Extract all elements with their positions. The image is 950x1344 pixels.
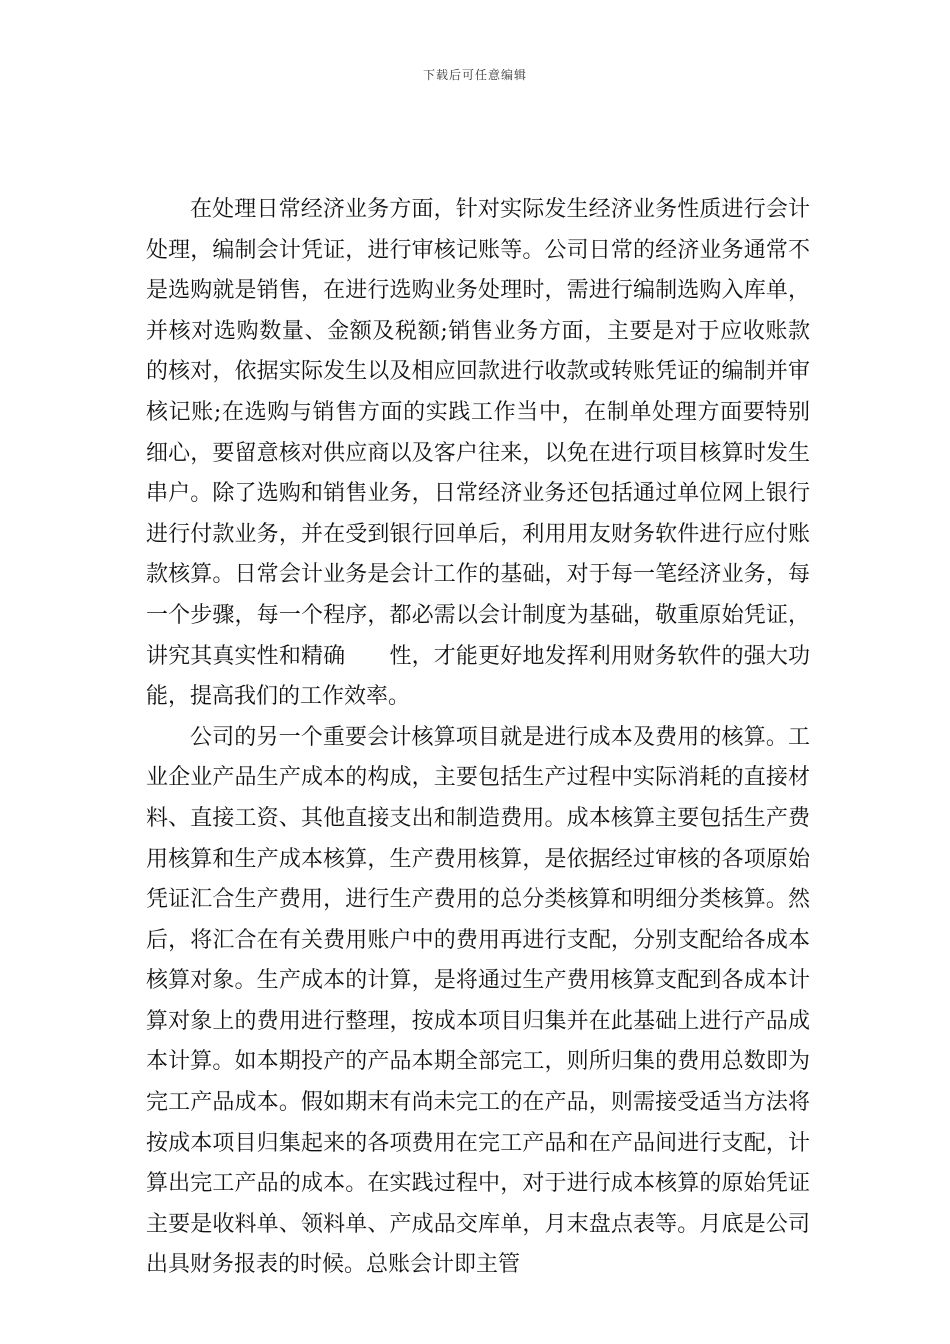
paragraph-cost-accounting: 公司的另一个重要会计核算项目就是进行成本及费用的核算。工业企业产品生产成本的构成，主要包括生产过程中实际消耗的直接材料、直接工资、其他直接支出和制造费用。成本核算主要包括生产费用核算和生产成本核算，生产费用核算，是依据经过审核的各项原始凭证汇合生产费用，进行生产费用的总分类核算和明细分类核算。然后，将汇合在有关费用账户中的费用再进行支配，分别支配给各成本核算对象。生产成本的计算，是将通过生产费用核算支配到各成本计算对象上的费用进行整理，按成本项目归集并在此基础上进行产品成本计算。如本期投产的产品本期全部完工，则所归集的费用总数即为完工产品成本。假如期末有尚未完工的在产品，则需接受适当方法将按成本项目归集起来的各项费用在完工产品和在产品间进行支配，计算出完工产品的成本。在实践过程中，对于进行成本核算的原始凭证主要是收料单、领料单、产成品交库单，月末盘点表等。月底是公司出具财务报表的时候。总账会计即主管 — [146, 724, 810, 1278]
page-header: 下载后可任意编辑 — [422, 68, 527, 82]
document-body — [146, 190, 810, 1286]
paragraph-daily-business: 在处理日常经济业务方面，针对实际发生经济业务性质进行会计处理，编制会计凭证，进行审核记账等。公司日常的经济业务通常不是选购就是销售，在进行选购业务处理时，需进行编制选购入库单，并核对选购数量、金额及税额;销售业务方面，主要是对于应收账款的核对，依据实际发生以及相应回款进行收款或转账凭证的编制并审核记账;在选购与销售方面的实践工作当中，在制单处理方面要特别细心，要留意核对供应商以及客户往来，以免在进行项目核算时发生串户。除了选购和销售业务，日常经济业务还包括通过单位网上银行进行付款业务，并在受到银行回单后，利用用友财务软件进行应付账款核算。日常会计业务是会计工作的基础，对于每一笔经济业务，每一个步骤，每一个程序，都必需以会计制度为基础，敬重原始凭证，讲究其真实性和精确 性，才能更好地发挥利用财务软件的强大功能，提高我们的工作效率。 — [146, 197, 810, 710]
